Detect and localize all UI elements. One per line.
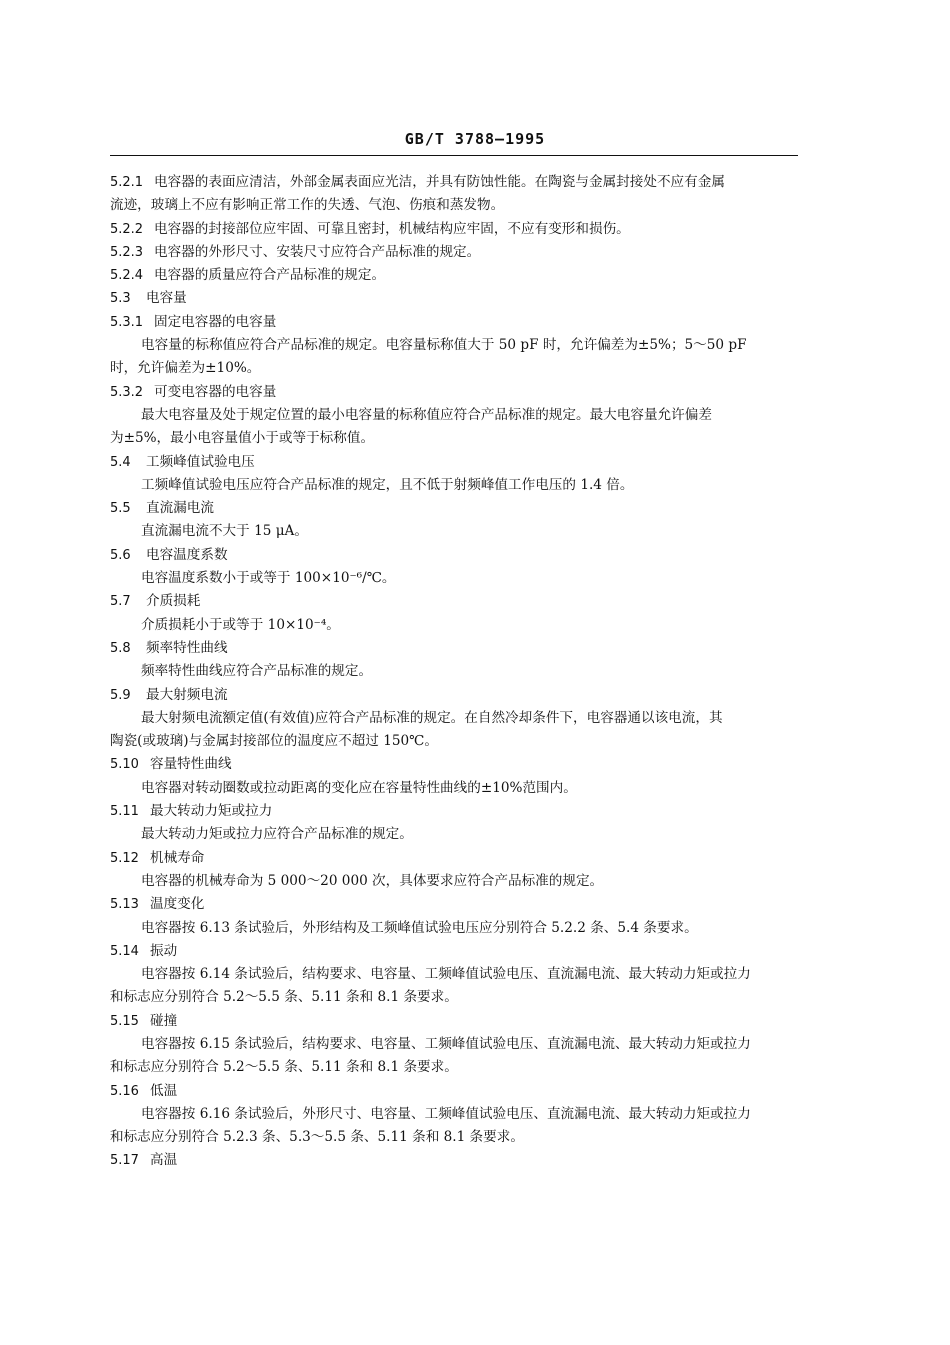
clause-text: 电容器的表面应清洁，外部金属表面应光洁，并具有防蚀性能。在陶瓷与金属封接处不应有金属: [154, 174, 725, 190]
clause-5-3-2: [110, 381, 800, 404]
clause-text: 电容器的质量应符合产品标准的规定。: [154, 267, 386, 284]
section-heading-5-11: [110, 800, 800, 823]
section-heading-5-10: [110, 753, 800, 776]
section-number: 5.15: [110, 1013, 139, 1029]
section-title: 机械寿命: [150, 849, 205, 866]
paragraph-line: 电容器按 6.15 条试验后，结构要求、电容量、工频峰值试验电压、直流漏电流、最大转动力矩或拉力: [141, 1035, 751, 1052]
clause-number: 5.2.3: [110, 244, 144, 260]
clause-number: 5.3.2: [110, 384, 144, 400]
clause-text: 电容器的外形尺寸、安装尺寸应符合产品标准的规定。: [154, 243, 481, 260]
section-number: 5.17: [110, 1153, 139, 1169]
clause-text: 固定电容器的电容量: [154, 313, 277, 330]
paragraph-line: 为±5%，最小电容量值小于或等于标称值。: [110, 430, 375, 447]
paragraph-line: 最大转动力矩或拉力应符合产品标准的规定。: [141, 826, 413, 843]
paragraph-line: 流迹，玻璃上不应有影响正常工作的失透、气泡、伤痕和蒸发物。: [110, 197, 505, 214]
section-heading-5-17: [110, 1149, 800, 1172]
section-heading-5-16: [110, 1080, 800, 1103]
section-number: 5.5: [110, 501, 131, 517]
section-number: 5.9: [110, 687, 131, 703]
paragraph-line: 和标志应分别符合 5.2～5.5 条、5.11 条和 8.1 条要求。: [110, 1059, 458, 1076]
paragraph-line: 电容温度系数小于或等于 100×10⁻⁶/℃。: [141, 570, 396, 587]
section-heading-5-6: [110, 544, 800, 567]
section-heading-5-7: [110, 590, 800, 613]
paragraph-line: 介质损耗小于或等于 10×10⁻⁴。: [141, 616, 340, 633]
section-number: 5.13: [110, 897, 139, 913]
section-title: 碰撞: [150, 1012, 178, 1029]
section-title: 电容量: [146, 290, 187, 307]
paragraph-line: 最大射频电流额定值(有效值)应符合产品标准的规定。在自然冷却条件下，电容器通以该电流，其: [141, 709, 723, 726]
section-heading-5-9: [110, 684, 800, 707]
clause-number: 5.2.4: [110, 268, 144, 284]
header-rule: [110, 155, 798, 156]
clause-text: 可变电容器的电容量: [154, 383, 277, 400]
section-heading-5-8: [110, 637, 800, 660]
paragraph-line: 最大电容量及处于规定位置的最小电容量的标称值应符合产品标准的规定。最大电容量允许偏差: [141, 406, 712, 423]
paragraph-line: 直流漏电流不大于 15 μA。: [141, 523, 308, 540]
clause-5-2-3: [110, 241, 800, 264]
clause-5-2-4: [110, 264, 800, 287]
clause-5-2-1: [110, 171, 800, 194]
section-number: 5.12: [110, 850, 139, 866]
paragraph-line: 时，允许偏差为±10%。: [110, 360, 261, 377]
document-body: [110, 171, 800, 1173]
section-number: 5.4: [110, 454, 131, 470]
section-heading-5-13: [110, 893, 800, 916]
section-number: 5.11: [110, 804, 139, 820]
section-heading-5-3: [110, 287, 800, 310]
section-heading-5-14: [110, 940, 800, 963]
section-heading-5-12: [110, 847, 800, 870]
paragraph-line: 电容量的标称值应符合产品标准的规定。电容量标称值大于 50 pF 时，允许偏差为±5%；5～50 pF: [141, 337, 747, 354]
section-number: 5.8: [110, 640, 131, 656]
paragraph-line: 频率特性曲线应符合产品标准的规定。: [141, 663, 373, 680]
section-title: 温度变化: [150, 896, 205, 913]
section-title: 低温: [150, 1082, 178, 1099]
clause-number: 5.3.1: [110, 314, 144, 330]
section-number: 5.14: [110, 943, 139, 959]
clause-text: 电容器的封接部位应牢固、可靠且密封，机械结构应牢固，不应有变形和损伤。: [154, 220, 630, 237]
paragraph-line: 电容器对转动圈数或拉动距离的变化应在容量特性曲线的±10%范围内。: [141, 779, 577, 796]
paragraph-line: 陶瓷(或玻璃)与金属封接部位的温度应不超过 150℃。: [110, 733, 438, 750]
paragraph-line: 电容器按 6.16 条试验后，外形尺寸、电容量、工频峰值试验电压、直流漏电流、最大转动力矩或拉力: [141, 1105, 751, 1122]
paragraph-line: 电容器按 6.14 条试验后，结构要求、电容量、工频峰值试验电压、直流漏电流、最大转动力矩或拉力: [141, 966, 751, 983]
clause-5-3-1: [110, 311, 800, 334]
paragraph-line: 和标志应分别符合 5.2～5.5 条、5.11 条和 8.1 条要求。: [110, 989, 458, 1006]
paragraph-line: 和标志应分别符合 5.2.3 条、5.3～5.5 条、5.11 条和 8.1 条要求。: [110, 1129, 524, 1146]
section-heading-5-15: [110, 1010, 800, 1033]
section-title: 直流漏电流: [146, 500, 214, 517]
clause-number: 5.2.1: [110, 175, 144, 190]
section-title: 频率特性曲线: [146, 639, 228, 656]
section-number: 5.6: [110, 547, 131, 563]
section-title: 最大转动力矩或拉力: [150, 803, 273, 820]
section-title: 电容温度系数: [146, 546, 228, 563]
paragraph-line: 电容器的机械寿命为 5 000～20 000 次，具体要求应符合产品标准的规定。: [141, 872, 604, 889]
section-heading-5-4: [110, 451, 800, 474]
section-number: 5.3: [110, 291, 131, 307]
section-title: 高温: [150, 1152, 178, 1169]
section-number: 5.7: [110, 594, 131, 610]
section-title: 最大射频电流: [146, 686, 228, 703]
page-header-standard-number: GB/T 3788—1995: [404, 130, 546, 148]
section-number: 5.16: [110, 1083, 139, 1099]
section-heading-5-5: [110, 497, 800, 520]
paragraph-line: 工频峰值试验电压应符合产品标准的规定，且不低于射频峰值工作电压的 1.4 倍。: [141, 476, 634, 493]
section-title: 振动: [150, 942, 178, 959]
clause-5-2-2: [110, 218, 800, 241]
section-title: 介质损耗: [146, 593, 201, 610]
clause-number: 5.2.2: [110, 221, 144, 237]
section-title: 容量特性曲线: [150, 756, 232, 773]
section-number: 5.10: [110, 757, 139, 773]
paragraph-line: 电容器按 6.13 条试验后，外形结构及工频峰值试验电压应分别符合 5.2.2 条、5.4 条要求。: [141, 919, 698, 936]
section-title: 工频峰值试验电压: [146, 453, 255, 470]
